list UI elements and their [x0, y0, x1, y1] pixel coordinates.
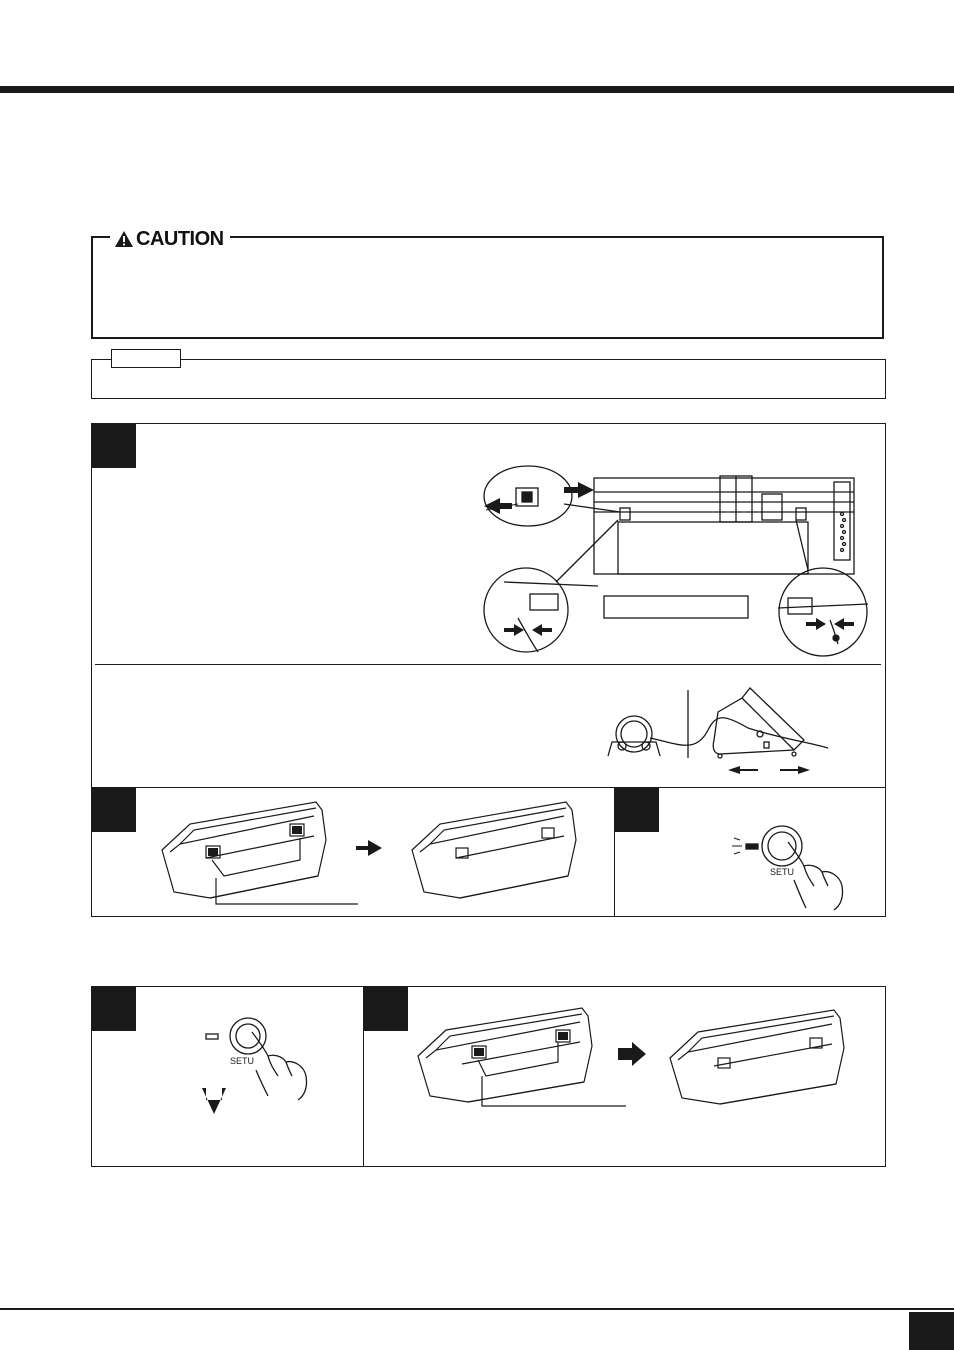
- warning-triangle-icon: [114, 230, 134, 248]
- plotter-levers-up-illustration: [150, 796, 610, 908]
- caution-box: [91, 236, 884, 339]
- footer-rule: [0, 1308, 954, 1310]
- setup-button-label-2: SETU: [230, 1056, 255, 1066]
- caution-title: CAUTION: [136, 228, 224, 250]
- note-tab: [111, 349, 181, 368]
- plotter-front-illustration: [478, 458, 878, 658]
- setup-button-hold-illustration: [196, 1014, 316, 1122]
- header-rule: [0, 86, 954, 93]
- caution-heading: [110, 228, 230, 250]
- setup-button-label: SETU: [770, 867, 795, 877]
- step-5-badge: [364, 987, 408, 1031]
- page-number-tab: [909, 1312, 954, 1350]
- setup-button-press-illustration: [730, 820, 856, 912]
- step-2-badge: [92, 788, 136, 832]
- note-box: [91, 359, 886, 399]
- roll-feed-illustration: [598, 684, 838, 780]
- step-3-badge: [615, 788, 659, 832]
- plotter-levers-down-illustration: [412, 1000, 860, 1112]
- step-1-badge: [92, 424, 136, 468]
- step-1-divider: [95, 664, 881, 665]
- step-4-badge: [92, 987, 136, 1031]
